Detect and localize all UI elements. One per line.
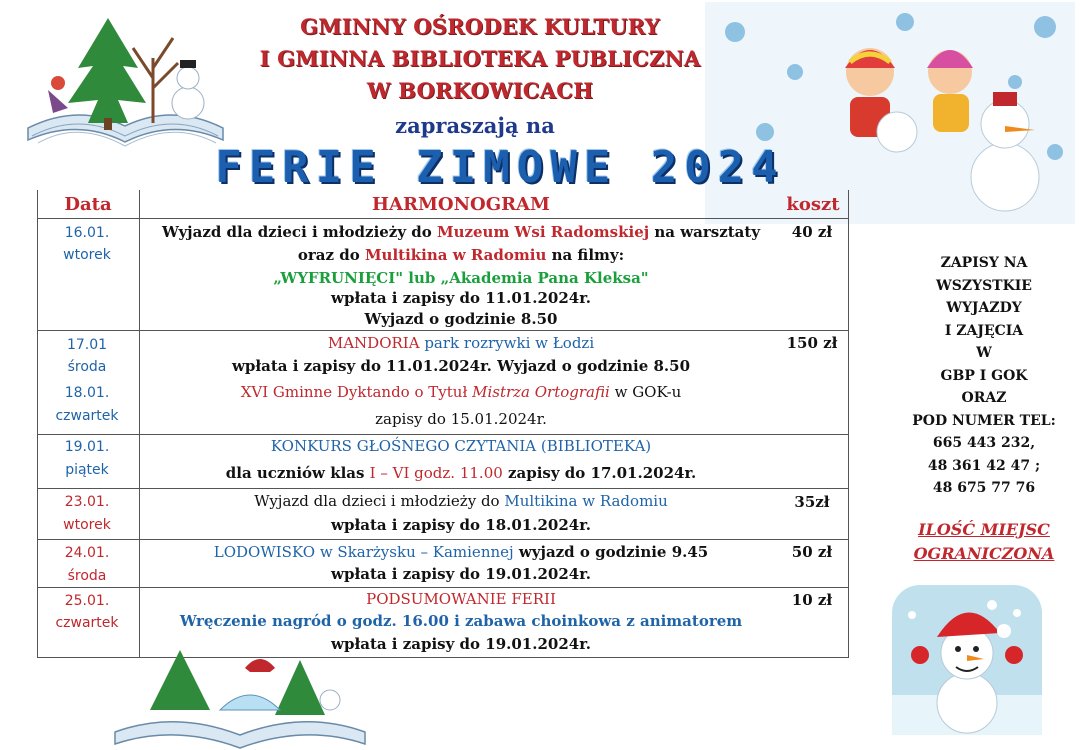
row-desc-line: wpłata i zapisy do 18.01.2024r. bbox=[331, 516, 591, 534]
row-desc-line: Wręczenie nagród o godz. 16.00 i zabawa choinkowa z animatorem bbox=[179, 612, 743, 630]
text: w GOK-u bbox=[609, 383, 682, 401]
row-day: piątek bbox=[65, 462, 109, 478]
row-date: 19.01. bbox=[64, 439, 110, 455]
text: Wyjazd dla dzieci i młodzieży do bbox=[254, 492, 505, 510]
row-day: wtorek bbox=[63, 517, 111, 533]
text: oraz do bbox=[297, 246, 365, 264]
header-line-3: W BORKOWICACH bbox=[366, 78, 594, 103]
row-cost: 150 zł bbox=[786, 334, 838, 352]
row-date: 25.01. bbox=[64, 593, 110, 609]
row-desc-line: wpłata i zapisy do 19.01.2024r. bbox=[331, 635, 591, 653]
row-cost: 35zł bbox=[794, 493, 830, 511]
info-line: I ZAJĘCIA bbox=[944, 322, 1024, 339]
row-desc-line bbox=[141, 332, 781, 355]
snowman-illustration bbox=[892, 585, 1042, 735]
row-cost: 10 zł bbox=[791, 591, 833, 609]
info-line: GBP I GOK bbox=[940, 367, 1028, 384]
table-divider bbox=[37, 488, 849, 489]
winter-book-illustration bbox=[18, 8, 233, 158]
column-header-date: Data bbox=[64, 194, 112, 215]
text: Wyjazd dla dzieci i młodzieży do bbox=[161, 223, 437, 241]
museum-name: Muzeum Wsi Radomskiej bbox=[436, 223, 650, 241]
movie-titles: „WYFRUNIĘCI" lub „Akademia Pana Kleksa" bbox=[273, 269, 649, 287]
row-desc-line: wpłata i zapisy do 11.01.2024r. bbox=[331, 289, 591, 307]
row-desc-line bbox=[141, 490, 781, 513]
notice-line: ILOŚĆ MIEJSC bbox=[918, 520, 1050, 539]
info-line: WSZYSTKIE bbox=[936, 277, 1032, 294]
row-desc-line: wpłata i zapisy do 11.01.2024r. Wyjazd o godzinie 8.50 bbox=[231, 357, 691, 375]
header-line-1: GMINNY OŚRODEK KULTURY bbox=[300, 14, 660, 39]
phone-number: 48 675 77 76 bbox=[932, 480, 1036, 496]
row-desc-line bbox=[141, 221, 781, 244]
row-date: 24.01. bbox=[64, 545, 110, 561]
row-desc-line: PODSUMOWANIE FERII bbox=[366, 590, 556, 608]
row-desc-line: zapisy do 15.01.2024r. bbox=[375, 410, 547, 428]
row-cost: 40 zł bbox=[791, 223, 833, 241]
header-line-2: I GMINNA BIBLIOTEKA PUBLICZNA bbox=[259, 46, 701, 71]
venue-name: LODOWISKO w Skarżysku – Kamiennej bbox=[213, 543, 514, 561]
cinema-name: Multikina w Radomiu bbox=[364, 246, 547, 264]
winter-village-book-illustration bbox=[110, 640, 370, 750]
notice-line: OGRANICZONA bbox=[913, 544, 1055, 563]
column-header-cost: koszt bbox=[786, 194, 840, 215]
row-day: czwartek bbox=[55, 408, 119, 424]
row-day: środa bbox=[67, 568, 107, 584]
row-desc-line bbox=[141, 541, 781, 564]
row-date: 23.01. bbox=[64, 494, 110, 510]
invite-text: zapraszają na bbox=[395, 113, 555, 138]
event-name: XVI Gminne Dyktando o Tytuł bbox=[240, 383, 473, 401]
info-line: ZAPISY NA bbox=[940, 255, 1028, 271]
row-date: 16.01. bbox=[64, 225, 110, 241]
column-header-schedule: HARMONOGRAM bbox=[372, 194, 550, 215]
text: na warsztaty bbox=[649, 223, 761, 241]
row-desc-line: KONKURS GŁOŚNEGO CZYTANIA (BIBLIOTEKA) bbox=[270, 437, 652, 455]
row-day: środa bbox=[67, 359, 107, 375]
row-day: wtorek bbox=[63, 247, 111, 263]
row-day: czwartek bbox=[55, 615, 119, 631]
row-date: 18.01. bbox=[64, 385, 110, 401]
row-desc-line bbox=[141, 462, 781, 485]
info-line: ORAZ bbox=[961, 390, 1007, 406]
row-desc-line bbox=[141, 381, 781, 404]
page-title: FERIE ZIMOWE 2024 bbox=[215, 142, 785, 193]
cinema-name: Multikina w Radomiu bbox=[504, 492, 668, 510]
event-title: Mistrza Ortografii bbox=[472, 383, 610, 401]
row-desc-line: wpłata i zapisy do 19.01.2024r. bbox=[331, 565, 591, 583]
class-range: I – VI godz. 11.00 bbox=[369, 464, 503, 482]
info-line: WYJAZDY bbox=[946, 300, 1022, 316]
schedule-table bbox=[37, 190, 849, 658]
table-divider bbox=[37, 218, 849, 219]
info-line: W bbox=[976, 345, 992, 361]
text: zapisy do 17.01.2024r. bbox=[502, 464, 697, 482]
phone-number: 48 361 42 47 ; bbox=[927, 457, 1041, 474]
text: dla uczniów klas bbox=[225, 464, 370, 482]
row-desc-line bbox=[141, 244, 781, 267]
table-divider bbox=[37, 539, 849, 540]
event-place: park rozrywki w Łodzi bbox=[419, 334, 595, 352]
text: na filmy: bbox=[546, 246, 625, 264]
event-name: MANDORIA bbox=[327, 334, 420, 352]
registration-info bbox=[898, 252, 1070, 500]
info-line: POD NUMER TEL: bbox=[912, 412, 1056, 429]
phone-number: 665 443 232, bbox=[932, 435, 1036, 451]
limited-places-notice bbox=[893, 518, 1075, 566]
row-desc-line: Wyjazd o godzinie 8.50 bbox=[364, 310, 558, 328]
text: wyjazd o godzinie 9.45 bbox=[513, 543, 709, 561]
row-date: 17.01 bbox=[66, 337, 108, 353]
row-cost: 50 zł bbox=[791, 543, 833, 561]
